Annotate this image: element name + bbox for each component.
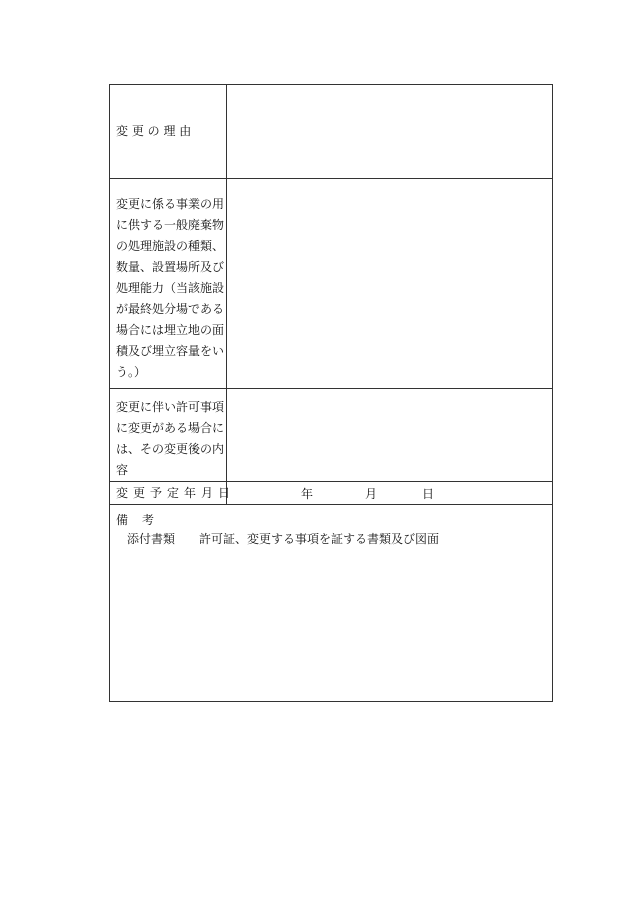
reason-label-cell xyxy=(110,85,227,178)
attachment-label: 添付書類 xyxy=(127,532,176,546)
row-permit-change xyxy=(110,389,552,482)
permit-change-label-line: 容 xyxy=(116,463,129,477)
facility-label-line: 変更に係る事業の用 xyxy=(116,197,225,211)
month-unit: 月 xyxy=(365,487,378,501)
reason-value-field[interactable] xyxy=(227,85,552,178)
facility-label-line: 処理能力（当該施設 xyxy=(116,281,225,295)
row-reason xyxy=(110,85,552,179)
row-remarks xyxy=(110,505,552,701)
day-unit: 日 xyxy=(422,487,435,501)
permit-change-value-field[interactable] xyxy=(227,389,552,481)
facility-label-line: の処理施設の種類、 xyxy=(116,239,225,253)
permit-change-label-line: は、その変更後の内 xyxy=(116,442,225,456)
row-scheduled-date xyxy=(110,482,552,505)
reason-label: 変 更 の 理 由 xyxy=(116,124,192,138)
remarks-title: 備考 xyxy=(116,513,169,527)
year-unit: 年 xyxy=(301,487,314,501)
permit-change-label-line: に変更がある場合に xyxy=(116,421,225,435)
facility-label-line: 数量、設置場所及び xyxy=(116,260,225,274)
form-table xyxy=(109,84,553,702)
facility-value-field[interactable] xyxy=(227,179,552,388)
facility-label-line: う。） xyxy=(116,365,147,379)
facility-label-line: が最終処分場である xyxy=(116,302,225,316)
attachment-value: 許可証、変更する事項を証する書類及び図面 xyxy=(199,532,440,546)
row-facility xyxy=(110,179,552,389)
scheduled-date-label: 変更予定年月日 xyxy=(116,486,236,500)
facility-label-cell xyxy=(110,179,227,388)
permit-change-label-line: 変更に伴い許可事項 xyxy=(116,400,225,414)
facility-label-line: に供する一般廃棄物 xyxy=(116,218,225,232)
permit-change-label-cell xyxy=(110,389,227,481)
facility-label-line: 積及び埋立容量をい xyxy=(116,344,225,358)
facility-label-line: 場合には埋立地の面 xyxy=(116,323,225,337)
scheduled-date-label-cell xyxy=(110,482,236,504)
scheduled-date-field[interactable] xyxy=(227,482,552,504)
